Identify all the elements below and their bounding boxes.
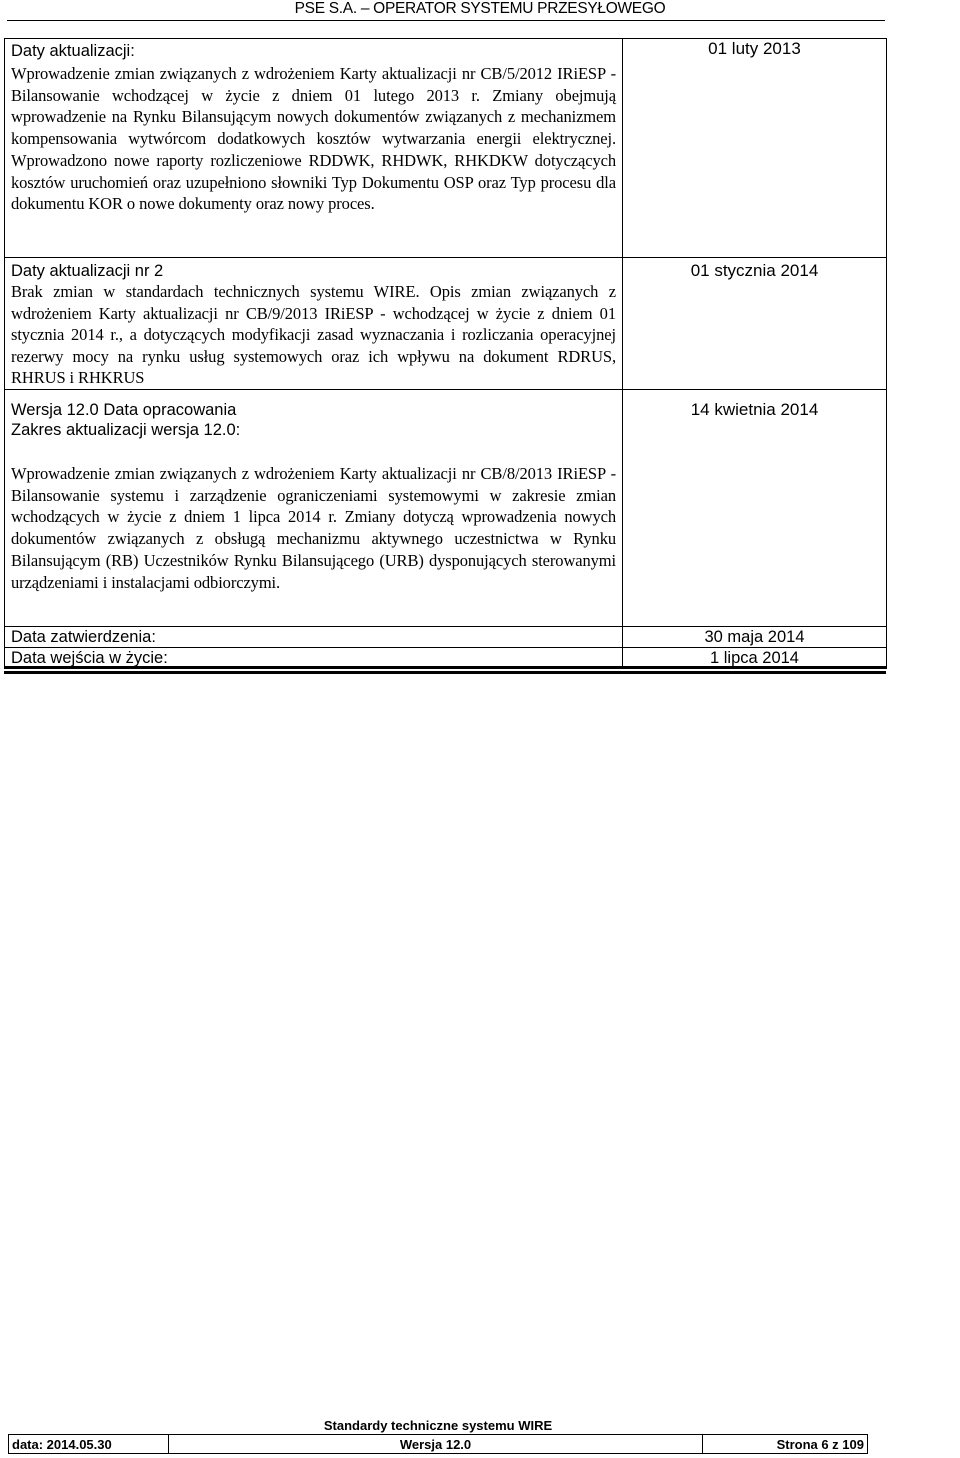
revision-2-date: 01 stycznia 2014 [623,258,887,390]
approval-label: Data zatwierdzenia: [5,627,623,648]
table-bottom-rule-2 [4,671,886,674]
revision-2-description [5,258,623,390]
header-rule [7,20,885,21]
approval-date: 30 maja 2014 [623,627,887,648]
page-header [0,0,960,18]
revision-row-1 [5,39,887,258]
revision-2-text: Brak zmian w standardach technicznych systemu WIRE. Opis zmian związanych z wdrożeniem Karty aktualizacji nr CB/9/2013 IRiESP - wchodzącej w życie z dniem 01 stycznia 2014 r., a dotyczących modyfikacji zasad wyznaczania i rozliczania operacyjnej rezerwy mocy na rynku usług systemowych oraz ich wpływu na dokument RDRUS, RHRUS i RHKRUS [11,282,616,388]
footer-page-number: Strona 6 z 109 [703,1435,868,1454]
approval-row [5,627,887,648]
revision-row-2 [5,258,887,390]
revision-1-date: 01 luty 2013 [623,39,887,258]
footer-version: Wersja 12.0 [169,1435,703,1454]
revision-1-description [5,39,623,258]
revision-table [4,38,887,669]
table-bottom-rule [4,666,886,669]
effective-label: Data wejścia w życie: [5,648,623,669]
revision-3-subtitle: Zakres aktualizacji wersja 12.0: [11,421,241,439]
footer-title: Standardy techniczne systemu WIRE [9,1417,868,1435]
revision-1-title: Daty aktualizacji: [11,42,135,60]
effective-date: 1 lipca 2014 [623,648,887,669]
company-name: PSE S.A. – OPERATOR SYSTEMU PRZESYŁOWEGO [294,0,666,17]
revision-row-3 [5,390,887,627]
revision-3-date: 14 kwietnia 2014 [623,390,887,627]
revision-2-title: Daty aktualizacji nr 2 [11,262,164,280]
revision-3-text: Wprowadzenie zmian związanych z wdrożeniem Karty aktualizacji nr CB/8/2013 IRiESP - Bilansowanie systemu i zarządzenie ograniczeniami systemowymi w zakresie zmian wchodzących w życie z dniem 1 lipca 2014 r. Zmiany dotyczą wprowadzenia nowych dokumentów związanych z obsługą mechanizmu aktywnego uczestnictwa w Rynku Bilansującym (RB) Uczestników Rynku Bilansującego (URB) dysponujących sterowanymi urządzeniami i instalacjami odbiorczymi. [11,464,616,592]
revision-3-description [5,390,623,627]
revision-3-title: Wersja 12.0 Data opracowania [11,401,237,419]
revision-1-text: Wprowadzenie zmian związanych z wdrożeniem Karty aktualizacji nr CB/5/2012 IRiESP - Bilansowanie wchodzącej w życie z dniem 01 lutego 2013 r. Zmiany obejmują wprowadzenie na Rynku Bilansującym nowych dokumentów związanych z mechanizmem kompensowania wytwórcom dodatkowych kosztów wytwarzania energii elektrycznej. Wprowadzono nowe raporty rozliczeniowe RDDWK, RHDWK, RHKDKW dotyczących kosztów uruchomień oraz uzupełniono słowniki Typ Dokumentu OSP oraz Typ procesu dla dokumentu KOR o nowe dokumenty oraz nowy proces. [11,64,616,214]
page-footer [8,1417,868,1454]
footer-date: data: 2014.05.30 [9,1435,169,1454]
